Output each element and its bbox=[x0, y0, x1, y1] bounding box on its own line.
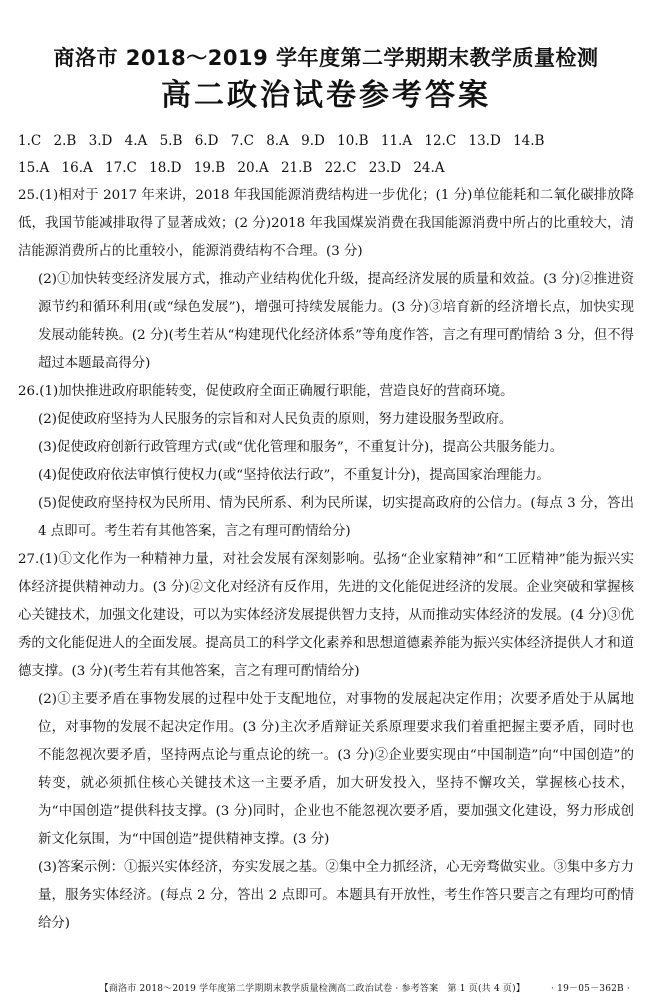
mc-answer: 18.D bbox=[149, 160, 182, 176]
mc-answer: 14.B bbox=[513, 133, 545, 149]
q26-part-5: (5)促使政府坚持权为民所用、情为民所系、利为民所谋，切实提高政府的公信力。(每点 3 分，答出 4 点即可。考生若有其他答案，言之有理可酌情给分) bbox=[38, 496, 634, 539]
multiple-choice-answers bbox=[18, 128, 634, 182]
exam-title: 商洛市 2018～2019 学年度第二学期期末教学质量检测 bbox=[53, 46, 599, 70]
mc-answer: 10.B bbox=[337, 133, 369, 149]
mc-answer: 7.C bbox=[230, 133, 254, 149]
q25-part-2: (2)①加快转变经济发展方式，推动产业结构优化升级，提高经济发展的质量和效益。(3 分)②推进资源节约和循环利用(或“绿色发展”)，增强可持续发展能力。(3 分)③培育新的经济增长点，加快实现发展动能转换。(2 分)(考生若从“构建现代化经济体系”等角度作答，言之有理可酌情给 3 分，但不得超过本题最高得分) bbox=[38, 272, 634, 371]
mc-answer: 8.A bbox=[266, 133, 289, 149]
mc-answer: 20.A bbox=[237, 160, 269, 176]
mc-answer: 23.D bbox=[368, 160, 402, 176]
mc-row-1 bbox=[18, 128, 634, 155]
q26-part-2: (2)促使政府坚持为人民服务的宗旨和对人民负责的原则，努力建设服务型政府。 bbox=[38, 412, 513, 427]
footer-code: · 19－05－362B · bbox=[551, 984, 630, 994]
page-footer bbox=[0, 981, 652, 994]
mc-answer: 11.A bbox=[380, 133, 413, 149]
mc-answer: 12.C bbox=[424, 133, 457, 149]
document-subtitle: 高二政治试卷参考答案 bbox=[161, 78, 491, 113]
mc-answer: 5.B bbox=[159, 133, 183, 149]
q26-part-4: (4)促使政府依法审慎行使权力(或“坚持依法行政”，不重复计分)，提高国家治理能力。 bbox=[38, 468, 550, 483]
footer-text: 【商洛市 2018～2019 学年度第二学期期末教学质量检测高二政治试卷 · 参考答案 第 1 页(共 4 页)】 bbox=[99, 984, 526, 994]
mc-answer: 21.B bbox=[280, 160, 313, 176]
q27-part-2: (2)①主要矛盾在事物发展的过程中处于支配地位，对事物的发展起决定作用；次要矛盾处于从属地位，对事物的发展不起决定作用。(3 分)主次矛盾辩证关系原理要求我们着重把握主要矛盾，同时也不能忽视次要矛盾，坚持两点论与重点论的统一。(3 分)②企业要实现由“中国制造”向“中国创造”的转变，就必须抓住核心关键技术这一主要矛盾，加大研发投入，坚持不懈攻关，掌握核心技术，为“中国创造”提供科技支撑。(3 分)同时，企业也不能忽视次要矛盾，要加强文化建设，努力形成创新文化氛围，为“中国创造”提供精神支撑。(3 分) bbox=[38, 692, 634, 847]
mc-answer: 24.A bbox=[413, 160, 445, 176]
question-27 bbox=[18, 546, 634, 938]
mc-answer: 3.D bbox=[88, 133, 113, 149]
q27-part-3: (3)答案示例：①振兴实体经济，夯实发展之基。②集中全力抓经济，心无旁骛做实业。③集中多方力量，服务实体经济。(每点 2 分，答出 2 点即可。本题具有开放性，考生作答只要言之有理均可酌情给分) bbox=[38, 860, 634, 931]
mc-answer: 1.C bbox=[18, 133, 42, 149]
mc-answer: 13.D bbox=[468, 133, 501, 149]
question-25 bbox=[18, 182, 634, 378]
mc-answer: 17.C bbox=[105, 160, 137, 176]
mc-answer: 2.B bbox=[53, 133, 77, 149]
mc-answer: 22.C bbox=[324, 160, 357, 176]
q26-part-3: (3)促使政府创新行政管理方式(或“优化管理和服务”，不重复计分)，提高公共服务能力。 bbox=[38, 440, 564, 455]
mc-answer: 6.D bbox=[194, 133, 219, 149]
question-26 bbox=[18, 378, 634, 546]
q26-part-1: 26.(1)加快推进政府职能转变，促使政府全面正确履行职能，营造良好的营商环境。 bbox=[18, 384, 514, 399]
mc-answer: 16.A bbox=[61, 160, 93, 176]
document-header bbox=[18, 44, 634, 116]
mc-answer: 4.A bbox=[124, 133, 148, 149]
q25-part-1: 25.(1)相对于 2017 年来讲，2018 年我国能源消费结构进一步优化；(1 分)单位能耗和二氧化碳排放降低，我国节能减排取得了显著成效；(2 分)2018 年我国煤炭消费在我国能源消费中所占的比重较大，清洁能源消费所占的比重较小，能源消费结构不合理。(3 分) bbox=[18, 188, 634, 259]
mc-answer: 9.D bbox=[301, 133, 325, 149]
mc-answer: 19.B bbox=[193, 160, 226, 176]
mc-row-2 bbox=[18, 155, 634, 182]
mc-answer: 15.A bbox=[18, 160, 50, 176]
q27-part-1: 27.(1)①文化作为一种精神力量，对社会发展有深刻影响。弘扬“企业家精神”和“工匠精神”能为振兴实体经济提供精神动力。(3 分)②文化对经济有反作用，先进的文化能促进经济的发展。企业突破和掌握核心关键技术，加强文化建设，可以为实体经济发展提供智力支持，从而推动实体经济的发展。(4 分)③优秀的文化能促进人的全面发展。提高员工的科学文化素养和思想道德素养能为振兴实体经济提供人才和道德支撑。(3 分)(考生若有其他答案，言之有理可酌情给分) bbox=[18, 552, 634, 679]
